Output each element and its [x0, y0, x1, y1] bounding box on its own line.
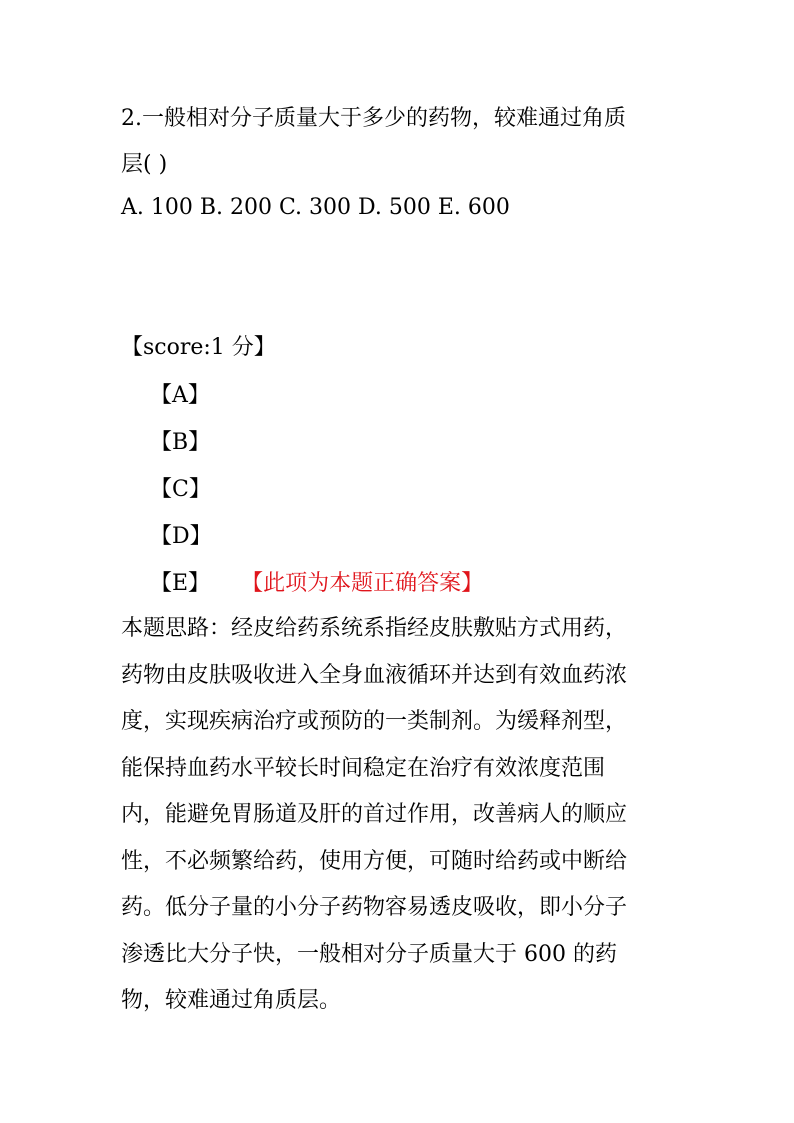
choice-a — [150, 378, 210, 414]
correct-answer-marker: 【此项为本题正确答案】 — [252, 571, 484, 596]
choice-c-label: 【C】 — [150, 477, 211, 502]
score-label: 【score:1 分】 — [121, 335, 276, 360]
explanation-line: 本题思路：经皮给药系统系指经皮肤敷贴方式用药， — [121, 616, 628, 641]
explanation-line: 能保持血药水平较长时间稳定在治疗有效浓度范围 — [121, 755, 606, 781]
explanation-block — [121, 606, 681, 1025]
choice-e-label: 【E】 — [150, 571, 211, 596]
explanation-line: 药物由皮肤吸收进入全身血液循环并达到有效血药浓 — [121, 662, 628, 688]
explanation-line: 内，能避免胃肠道及肝的首过作用，改善病人的顺应 — [121, 802, 628, 827]
choice-b-label: 【B】 — [150, 430, 211, 455]
explanation-line: 渗透比大分子快，一般相对分子质量大于 600 的药 — [121, 941, 617, 967]
explanation-line: 性，不必频繁给药，使用方便，可随时给药或中断给 — [121, 848, 628, 874]
question-stem — [121, 96, 681, 188]
choice-d-label: 【D】 — [150, 524, 212, 549]
choice-b — [150, 425, 210, 461]
choice-c — [150, 472, 211, 508]
choice-e — [150, 566, 483, 602]
answer-options: A. 100 B. 200 C. 300 D. 500 E. 600 — [121, 195, 510, 220]
explanation-line: 度，实现疾病治疗或预防的一类制剂。为缓释剂型， — [121, 709, 628, 734]
choice-a-label: 【A】 — [150, 383, 210, 408]
question-text-line-1: 2.一般相对分子质量大于多少的药物，较难通过角质 — [121, 106, 626, 131]
explanation-line: 物，较难通过角质层。 — [121, 988, 342, 1013]
explanation-line: 药。低分子量的小分子药物容易透皮吸收，即小分子 — [121, 895, 628, 920]
choice-d — [150, 519, 212, 555]
question-text-line-2: 层( ) — [121, 152, 168, 177]
